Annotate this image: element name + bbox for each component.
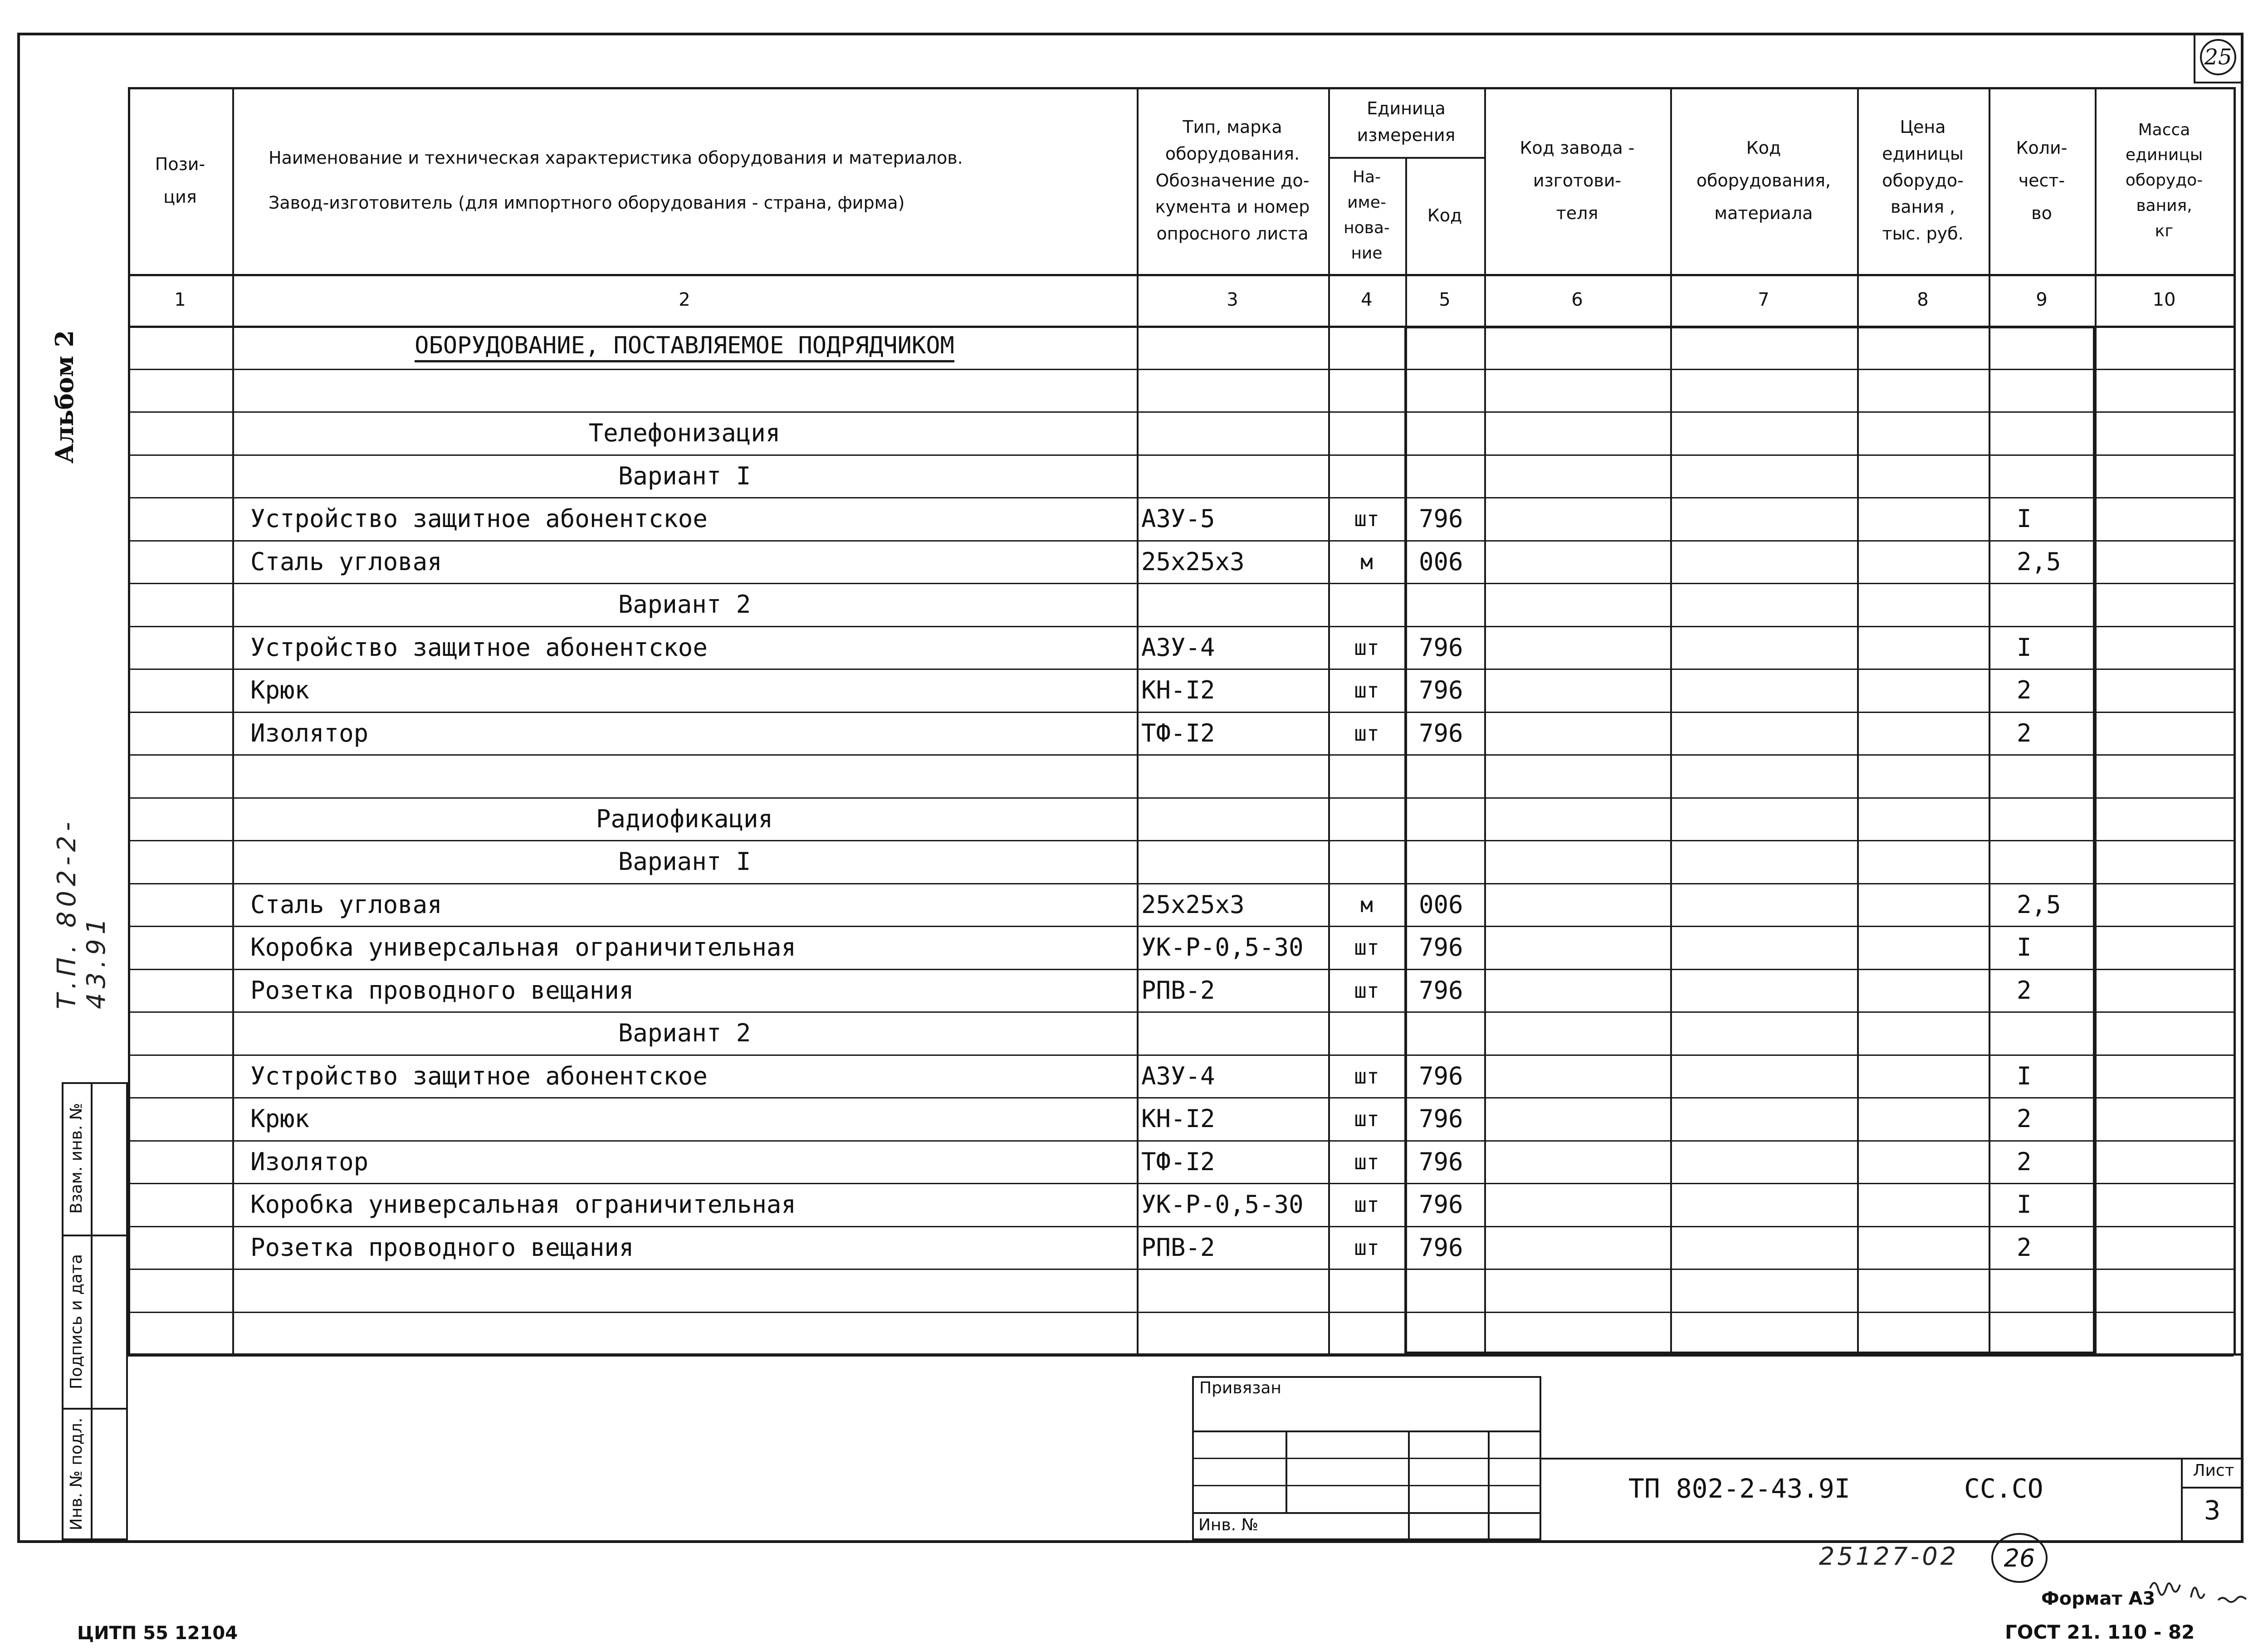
side-stamp-inv: Инв. № подл. xyxy=(67,1417,86,1531)
header-col8: Цена единицы оборудо- вания , тыс. руб. xyxy=(1882,117,1964,244)
item-name: Изолятор xyxy=(250,1147,369,1176)
gost-label: ГОСТ 21. 110 - 82 xyxy=(2005,1621,2195,1643)
title-block-top xyxy=(128,1353,2244,1356)
header-col1: Пози- ция xyxy=(155,154,205,207)
item-unit-code: 796 xyxy=(1419,1062,1463,1090)
item-unit: шт xyxy=(1354,678,1379,703)
designation: ТП 802-2-43.9I xyxy=(1628,1473,1850,1504)
section-heading: Вариант I xyxy=(618,462,751,490)
handwritten-code: Т.П. 802-2-43.91 xyxy=(52,817,111,1009)
header-col10: Масса единицы оборудо- вания, кг xyxy=(2125,120,2203,240)
format-label: Формат А3 xyxy=(2041,1588,2156,1609)
header-col4: На- име- нова- ние xyxy=(1344,168,1390,263)
album-label-text: Альбом 2 xyxy=(50,330,79,464)
header-col7: Код оборудования, материала xyxy=(1696,137,1831,224)
section-heading: Телефонизация xyxy=(588,419,781,447)
item-name: Крюк xyxy=(250,676,310,704)
item-unit: шт xyxy=(1354,1192,1379,1217)
item-name: Розетка проводного вещания xyxy=(250,1233,634,1262)
header-col6: Код завода - изготови- теля xyxy=(1520,137,1635,224)
column-number: 10 xyxy=(2152,289,2176,310)
item-unit-code: 796 xyxy=(1419,504,1463,533)
column-number: 6 xyxy=(1571,289,1583,310)
section-heading: Вариант 2 xyxy=(618,1019,751,1047)
frame-left xyxy=(17,33,20,1543)
column-number: 7 xyxy=(1758,289,1769,310)
item-type: КН-I2 xyxy=(1141,1104,1215,1133)
doc-code: СС.СО xyxy=(1964,1473,2043,1504)
column-number: 1 xyxy=(174,289,186,310)
item-unit-code: 006 xyxy=(1419,890,1463,919)
column-line xyxy=(2234,87,2236,1354)
item-quantity: I xyxy=(2017,1062,2032,1090)
frame-top xyxy=(17,33,2244,35)
list-sep xyxy=(2181,1487,2244,1489)
item-unit: шт xyxy=(1354,1235,1379,1260)
column-number: 5 xyxy=(1439,289,1451,310)
signature-scribble xyxy=(2146,1570,2254,1611)
item-type: АЗУ-5 xyxy=(1141,504,1215,533)
item-type: РПВ-2 xyxy=(1141,976,1215,1005)
circled-number-ring xyxy=(1991,1533,2048,1583)
section-heading: Радиофикация xyxy=(596,805,773,833)
item-name: Розетка проводного вещания xyxy=(250,976,634,1005)
item-type: УК-Р-0,5-30 xyxy=(1141,933,1304,962)
side-stamp-col xyxy=(91,1082,93,1540)
column-number: 4 xyxy=(1361,289,1373,310)
item-quantity: 2 xyxy=(2017,676,2032,704)
section-title-text: ОБОРУДОВАНИЕ, ПОСТАВЛЯЕМОЕ ПОДРЯДЧИКОМ xyxy=(415,332,954,362)
list-number: 3 xyxy=(2204,1495,2221,1526)
side-stamp-podpis: Подпись и дата xyxy=(67,1254,86,1390)
header-col9: Коли- чест- во xyxy=(2016,137,2068,224)
item-unit: шт xyxy=(1354,1106,1379,1131)
item-unit-code: 796 xyxy=(1419,676,1463,704)
item-unit-code: 006 xyxy=(1419,547,1463,576)
sheet-mark: 25 xyxy=(2204,44,2232,70)
item-name: Коробка универсальная ограничительная xyxy=(250,1190,796,1219)
item-quantity: 2 xyxy=(2017,1233,2032,1262)
bold-block xyxy=(1404,326,2096,1354)
item-quantity: 2,5 xyxy=(2017,890,2061,919)
sheet-mark-circle xyxy=(2200,39,2236,75)
item-unit-code: 796 xyxy=(1419,633,1463,662)
item-unit: м xyxy=(1360,892,1373,917)
section-title xyxy=(232,326,1137,369)
item-name: Устройство защитное абонентское xyxy=(250,1062,708,1090)
privyazan-v2 xyxy=(1408,1430,1410,1540)
item-quantity: 2 xyxy=(2017,1104,2032,1133)
item-name: Изолятор xyxy=(250,719,369,747)
item-type: УК-Р-0,5-30 xyxy=(1141,1190,1304,1219)
column-number: 8 xyxy=(1917,289,1929,310)
item-quantity: I xyxy=(2017,633,2032,662)
item-unit-code: 796 xyxy=(1419,1147,1463,1176)
header-col3: Тип, марка оборудования. Обозначение до- кумента и номер опросного листа xyxy=(1155,117,1310,244)
item-name: Устройство защитное абонентское xyxy=(250,504,708,533)
left-code: ЦИТП 55 12104 xyxy=(77,1623,238,1644)
frame-right xyxy=(2241,33,2244,1543)
item-quantity: 2,5 xyxy=(2017,547,2061,576)
item-name: Коробка универсальная ограничительная xyxy=(250,933,796,962)
privyazan-v3 xyxy=(1488,1430,1490,1540)
item-unit: м xyxy=(1360,549,1373,574)
item-unit-code: 796 xyxy=(1419,1190,1463,1219)
header-col5: Код xyxy=(1427,205,1462,225)
item-name: Сталь угловая xyxy=(250,890,442,919)
item-unit-code: 796 xyxy=(1419,719,1463,747)
column-number: 3 xyxy=(1227,289,1238,310)
designation-top xyxy=(1541,1458,2244,1460)
section-heading: Вариант 2 xyxy=(618,590,751,619)
item-name: Крюк xyxy=(250,1104,310,1133)
item-quantity: I xyxy=(2017,1190,2032,1219)
inv-no-label: Инв. № xyxy=(1198,1516,1259,1534)
item-type: АЗУ-4 xyxy=(1141,1062,1215,1090)
item-unit-code: 796 xyxy=(1419,1104,1463,1133)
item-type: АЗУ-4 xyxy=(1141,633,1215,662)
item-quantity: 2 xyxy=(2017,719,2032,747)
item-type: 25х25х3 xyxy=(1141,890,1245,919)
item-quantity: I xyxy=(2017,933,2032,962)
column-number: 2 xyxy=(679,289,690,310)
item-unit: шт xyxy=(1354,635,1379,660)
item-unit: шт xyxy=(1354,935,1379,960)
item-unit: шт xyxy=(1354,506,1379,531)
item-unit-code: 796 xyxy=(1419,933,1463,962)
header-col45: Единица измерения xyxy=(1357,98,1456,145)
item-unit: шт xyxy=(1354,1064,1379,1089)
item-quantity: 2 xyxy=(2017,1147,2032,1176)
column-number: 9 xyxy=(2036,289,2048,310)
item-unit: шт xyxy=(1354,1149,1379,1174)
item-name: Устройство защитное абонентское xyxy=(250,633,708,662)
item-quantity: 2 xyxy=(2017,976,2032,1005)
item-type: КН-I2 xyxy=(1141,676,1215,704)
item-type: ТФ-I2 xyxy=(1141,719,1215,747)
item-quantity: I xyxy=(2017,504,2032,533)
list-label: Лист xyxy=(2193,1461,2234,1480)
side-stamp-vzam: Взам. инв. № xyxy=(67,1103,86,1214)
item-type: РПВ-2 xyxy=(1141,1233,1215,1262)
item-name: Сталь угловая xyxy=(250,547,442,576)
item-type: 25х25х3 xyxy=(1141,547,1245,576)
item-type: ТФ-I2 xyxy=(1141,1147,1215,1176)
section-heading: Вариант I xyxy=(618,847,751,876)
item-unit-code: 796 xyxy=(1419,1233,1463,1262)
archive-number: 25127-02 xyxy=(1819,1542,1959,1571)
circled-number: 26 xyxy=(2004,1543,2035,1572)
privyazan-label: Привязан xyxy=(1199,1379,1281,1397)
item-unit-code: 796 xyxy=(1419,976,1463,1005)
privyazan-v1 xyxy=(1286,1430,1287,1512)
item-unit: шт xyxy=(1354,721,1379,746)
signature-scribble-svg xyxy=(2146,1570,2254,1611)
item-unit: шт xyxy=(1354,978,1379,1003)
header-col2: Наименование и техническая характеристика оборудования и материалов. Завод-изготовитель (для импортного оборудования - страна, фирма) xyxy=(269,148,963,213)
